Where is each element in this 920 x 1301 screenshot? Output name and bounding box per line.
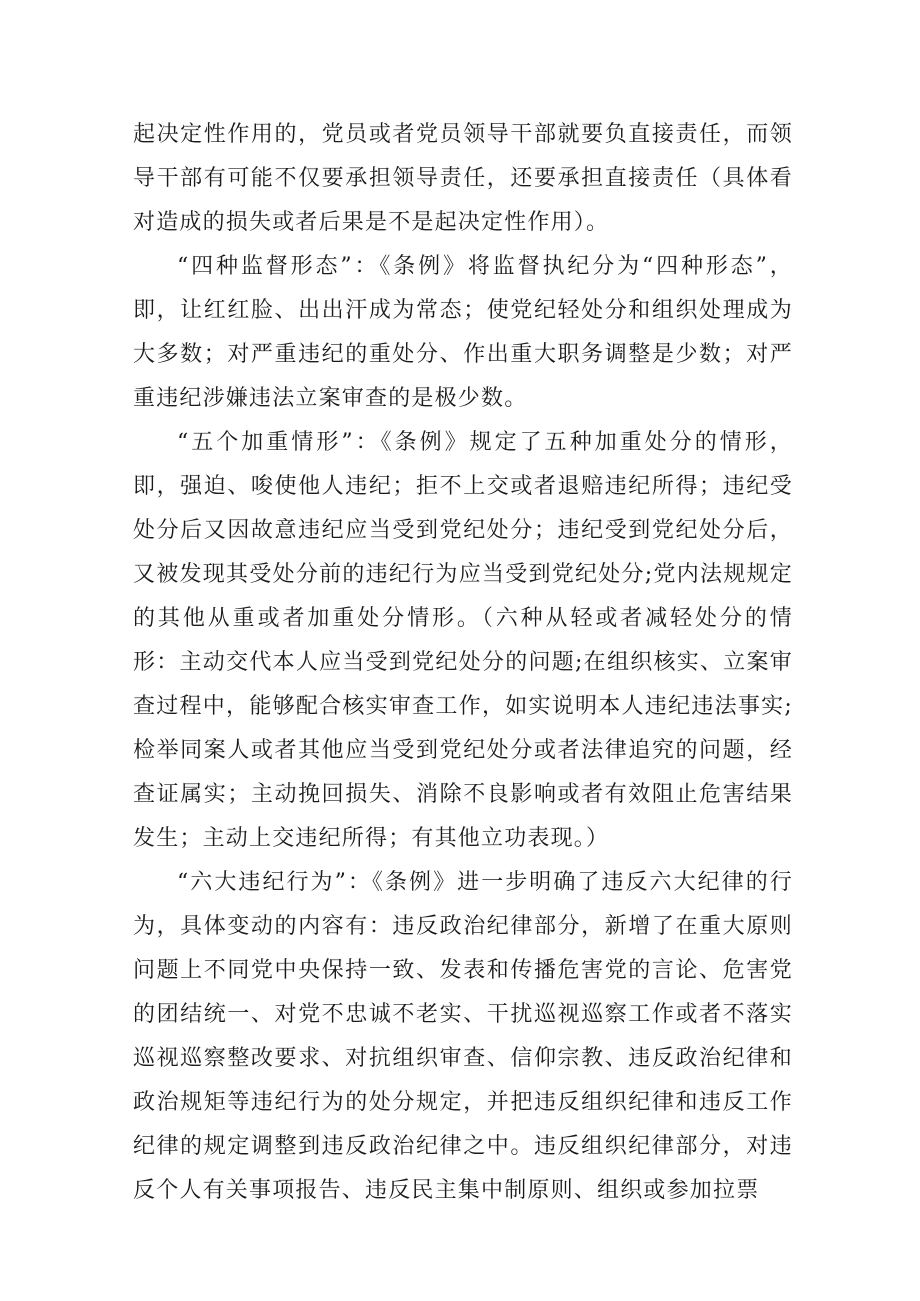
document-body [133,113,793,1213]
paragraph-continuation: 起决定性作用的，党员或者党员领导干部就要负直接责任，而领导干部有可能不仅要承担领导责任，还要承担直接责任（具体看对造成的损失或者后果是不是起决定性作用）。 [133,122,793,235]
paragraph-five-aggravating-circumstances: “五个加重情形”：《条例》规定了五种加重处分的情形，即，强迫、唆使他人违纪；拒不上交或者退赔违纪所得；违纪受处分后又因故意违纪应当受到党纪处分；违纪受到党纪处分后，又被发现其受处分前的违纪行为应当受到党纪处分;党内法规规定的其他从重或者加重处分情形。（六种从轻或者减轻处分的情形：主动交代本人应当受到党纪处分的问题;在组织核实、立案审查过程中，能够配合核实审查工作，如实说明本人违纪违法事实;检举同案人或者其他应当受到党纪处分或者法律追究的问题，经查证属实；主动挽回损失、消除不良影响或者有效阻止危害结果发生；主动上交违纪所得；有其他立功表现。） [133,430,793,851]
paragraph-six-disciplinary-violations: “六大违纪行为”：《条例》进一步明确了违反六大纪律的行为，具体变动的内容有：违反政治纪律部分，新增了在重大原则问题上不同党中央保持一致、发表和传播危害党的言论、危害党的团结统一、对党不忠诚不老实、干扰巡视巡察工作或者不落实巡视巡察整改要求、对抗组织审查、信仰宗教、违反政治纪律和政治规矩等违纪行为的处分规定，并把违反组织纪律和违反工作纪律的规定调整到违反政治纪律之中。违反组织纪律部分，对违反个人有关事项报告、违反民主集中制原则、组织或参加拉票 [133,870,793,1203]
paragraph-four-supervision-forms: “四种监督形态”：《条例》将监督执纪分为“四种形态”，即，让红红脸、出出汗成为常态；使党纪轻处分和组织处理成为大多数；对严重违纪的重处分、作出重大职务调整是少数；对严重违纪涉嫌违法立案审查的是极少数。 [133,254,793,411]
